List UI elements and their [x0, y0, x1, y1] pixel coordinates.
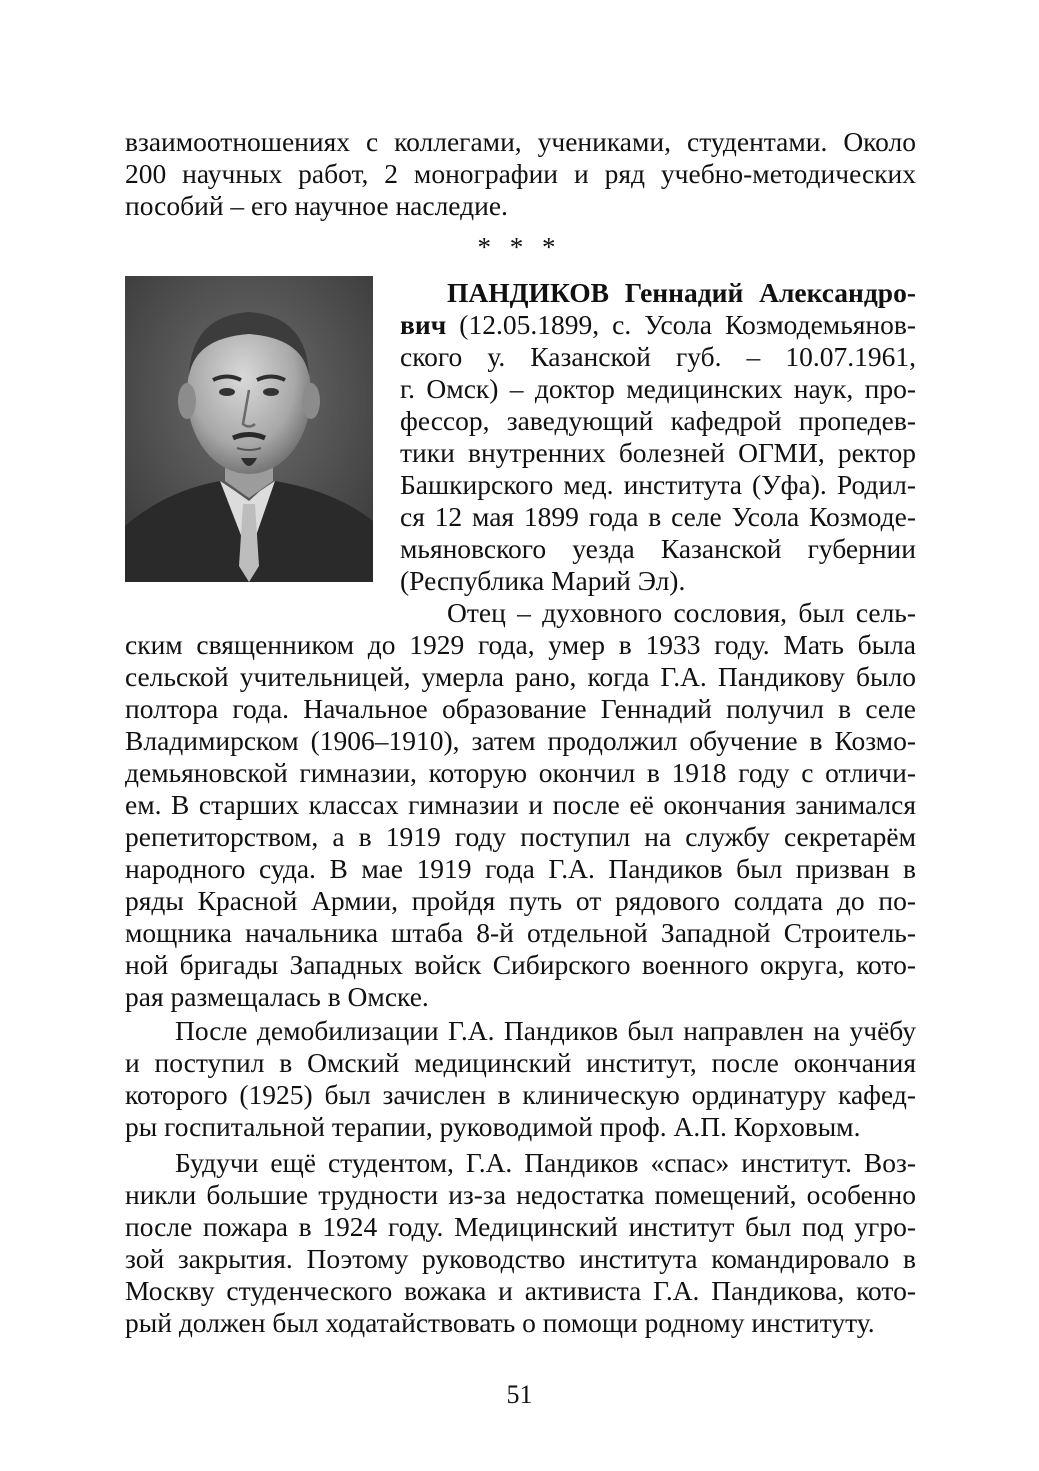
page-number: 51 [506, 1380, 533, 1409]
demob-paragraph-line: которого (1925) был зачислен в клиническую ординатуру кафед- [125, 1079, 916, 1110]
student-paragraph-line: никли большие трудности из-за недостатка помещений, особенно [125, 1179, 916, 1210]
father-paragraph-line: демьяновской гимназии, которую окончил в 1918 году с отличи- [125, 757, 916, 788]
intro-line: 200 научных работ, 2 монографии и ряд учебно-методических [125, 158, 916, 189]
father-paragraph-line: репетиторством, а в 1919 году поступил на службу секретарём [125, 821, 916, 852]
bio-line: ского у. Казанской губ. – 10.07.1961, [400, 341, 916, 372]
bio-line: Башкирского мед. института (Уфа). Родил- [400, 469, 916, 500]
father-paragraph-line: народного суда. В мае 1919 года Г.А. Пандиков был призван в [125, 853, 916, 884]
bio-line: ся 12 мая 1899 года в селе Усола Козмоде- [400, 501, 916, 532]
portrait-photo [125, 276, 373, 582]
bio-line: фессор, заведующий кафедрой пропедев- [400, 405, 916, 436]
student-paragraph-line: Будучи ещё студентом, Г.А. Пандиков «спас» институт. Воз- [175, 1147, 916, 1178]
demob-paragraph-line: ры госпитальной терапии, руководимой проф. А.П. Корховым. [125, 1111, 861, 1142]
student-paragraph-line: рый должен был ходатайствовать о помощи родному институту. [125, 1307, 875, 1338]
father-paragraph-first-line: Отец – духовного сословия, был сель- [447, 597, 916, 628]
bio-name-line [447, 277, 916, 309]
father-paragraph-line: ной бригады Западных войск Сибирского военного округа, кото- [125, 949, 916, 980]
father-paragraph-line: рая размещалась в Омске. [125, 981, 429, 1012]
bio-line: (Республика Марий Эл). [400, 565, 686, 596]
section-separator: * * * [477, 232, 562, 262]
bio-dates: (12.05.1899, с. Усола Козмодемьянов- [446, 309, 916, 340]
student-paragraph-line: после пожара в 1924 году. Медицинский институт был под угро- [125, 1211, 916, 1242]
father-paragraph-line: Владимирском (1906–1910), затем продолжил обучение в Козмо- [125, 725, 916, 756]
bio-line: тики внутренних болезней ОГМИ, ректор [400, 437, 916, 468]
student-paragraph-line: Москву студенческого вожака и активиста Г.А. Пандикова, кото- [125, 1275, 916, 1306]
intro-line: пособий – его научное наследие. [125, 190, 508, 221]
bio-line [400, 309, 916, 341]
intro-line: взаимоотношениях с коллегами, учениками, студентами. Около [125, 126, 916, 157]
father-paragraph-line: сельской учительницей, умерла рано, когда Г.А. Пандикову было [125, 661, 916, 692]
student-paragraph-line: зой закрытия. Поэтому руководство института командировало в [125, 1243, 916, 1274]
father-paragraph-line: ским священником до 1929 года, умер в 1933 году. Мать была [125, 629, 916, 660]
demob-paragraph-line: После демобилизации Г.А. Пандиков был направлен на учёбу [175, 1015, 916, 1046]
bio-line: г. Омск) – доктор медицинских наук, про- [400, 373, 916, 404]
bio-line: мьяновского уезда Казанской губернии [400, 533, 916, 564]
person-patronymic-end: вич [400, 309, 447, 340]
father-paragraph-line: мощника начальника штаба 8-й отдельной Западной Строитель- [125, 917, 916, 948]
person-surname-name: ПАНДИКОВ Геннадий Александро- [447, 277, 916, 308]
demob-paragraph-line: и поступил в Омский медицинский институт, после окончания [125, 1047, 916, 1078]
father-paragraph-line: ем. В старших классах гимназии и после её окончания занимался [125, 789, 916, 820]
father-paragraph-line: ряды Красной Армии, пройдя путь от рядового солдата до по- [125, 885, 916, 916]
father-paragraph-line: полтора года. Начальное образование Геннадий получил в селе [125, 693, 916, 724]
